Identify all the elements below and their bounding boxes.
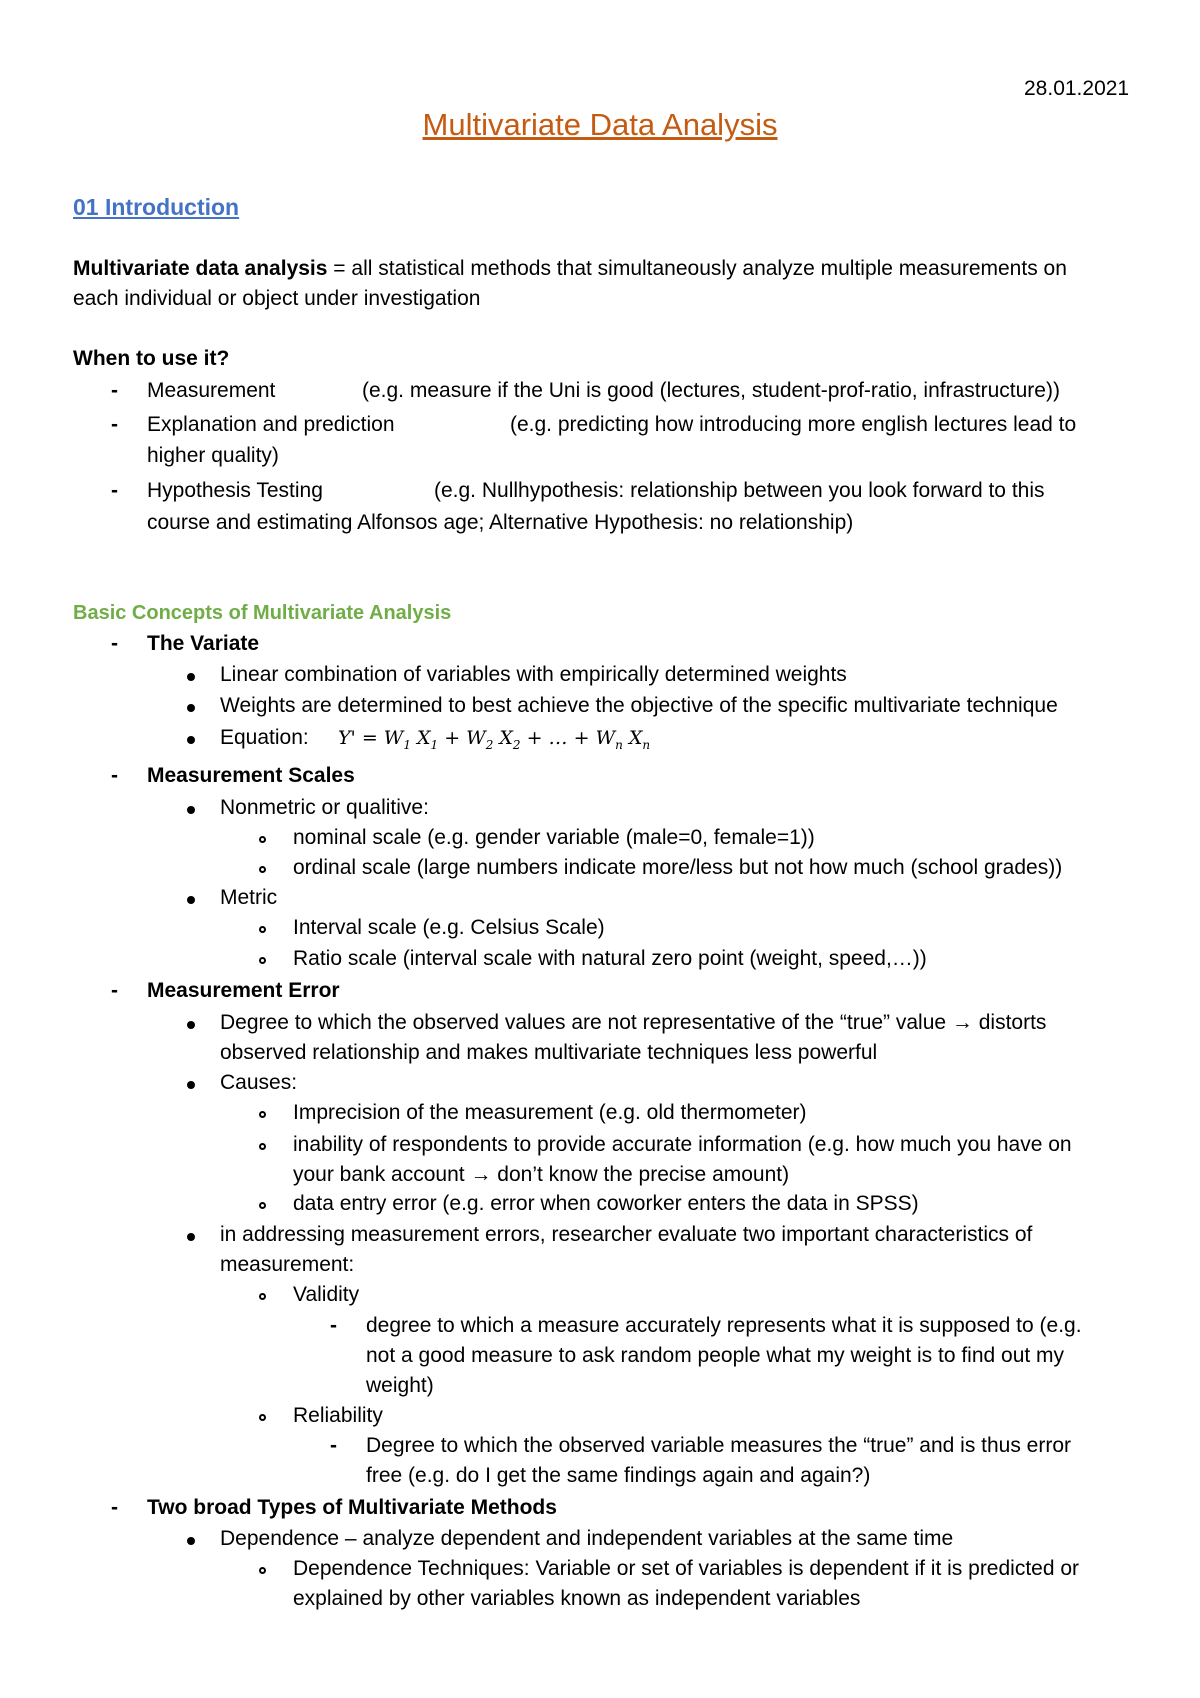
bullet-marker xyxy=(187,1233,195,1241)
types-label: Two broad Types of Multivariate Methods xyxy=(147,1496,557,1519)
eq-x1: X xyxy=(410,727,431,749)
bullet-marker xyxy=(187,704,195,712)
eq-xn-sub: n xyxy=(642,737,651,752)
eq-x1-sub: 1 xyxy=(430,737,439,752)
circle-marker xyxy=(259,836,266,843)
scales-nonmetric: Nonmetric or qualitive: xyxy=(220,796,429,819)
intro-definition: = all statistical methods that simultaneously analyze multiple measurements on xyxy=(327,257,1067,280)
reliability-definition: Degree to which the observed variable measures the “true” and is thus error xyxy=(366,1434,1072,1457)
reliability-label: Reliability xyxy=(293,1404,383,1427)
bullet-marker xyxy=(187,736,195,744)
dependence-techniques-line2: explained by other variables known as independent variables xyxy=(293,1587,861,1610)
when-item-example: (e.g. measure if the Uni is good (lectures, student-prof-ratio, infrastructure)) xyxy=(362,379,1060,402)
eq-w1-sub: 1 xyxy=(403,737,411,752)
basic-concepts-heading: Basic Concepts of Multivariate Analysis xyxy=(73,602,452,624)
error-label: Measurement Error xyxy=(147,979,340,1002)
scales-nominal: nominal scale (e.g. gender variable (male=0, female=1)) xyxy=(293,826,815,849)
scales-label: Measurement Scales xyxy=(147,764,355,787)
variate-point: Linear combination of variables with empirically determined weights xyxy=(220,663,847,686)
scales-metric: Metric xyxy=(220,886,278,909)
eq-w2: W xyxy=(466,727,486,749)
dash-marker: - xyxy=(111,764,118,787)
dash-marker: - xyxy=(111,1496,118,1519)
section-heading: 01 Introduction xyxy=(73,194,240,220)
error-cause: Imprecision of the measurement (e.g. old thermometer) xyxy=(293,1101,807,1124)
variate-label: The Variate xyxy=(147,632,260,655)
dash-marker: - xyxy=(111,413,118,436)
error-causes: Causes: xyxy=(220,1071,298,1094)
scales-interval: Interval scale (e.g. Celsius Scale) xyxy=(293,916,605,939)
intro-term: Multivariate data analysis xyxy=(73,257,328,280)
when-item-label: Measurement xyxy=(147,379,276,402)
document-date: 28.01.2021 xyxy=(1024,77,1130,100)
dash-marker: - xyxy=(330,1434,337,1457)
eq-x2: X xyxy=(493,727,513,749)
bullet-marker xyxy=(187,1537,195,1545)
validity-label: Validity xyxy=(293,1283,360,1306)
circle-marker xyxy=(259,1567,266,1574)
scales-ordinal: ordinal scale (large numbers indicate more/less but not how much (school grades)) xyxy=(293,856,1063,879)
validity-definition-line2: not a good measure to ask random people what my weight is to find out my xyxy=(366,1344,1065,1367)
circle-marker xyxy=(259,1143,266,1150)
scales-ratio: Ratio scale (interval scale with natural zero point (weight, speed,…)) xyxy=(293,947,927,970)
intro-definition-line2: each individual or object under investigation xyxy=(73,287,481,310)
reliability-definition-line2: free (e.g. do I get the same findings again and again?) xyxy=(366,1464,871,1487)
dash-marker: - xyxy=(111,632,118,655)
circle-marker xyxy=(259,1111,266,1118)
bullet-marker xyxy=(187,1081,195,1089)
eq-w1: W xyxy=(383,727,404,749)
circle-marker xyxy=(259,957,266,964)
dash-marker: - xyxy=(330,1314,337,1337)
circle-marker xyxy=(259,1293,266,1300)
eq-wn-sub: n xyxy=(615,737,623,752)
when-item-example: (e.g. Nullhypothesis: relationship between you look forward to this xyxy=(434,479,1045,502)
when-item-label: Explanation and prediction xyxy=(147,413,395,436)
error-addressing: in addressing measurement errors, researcher evaluate two important characteristics of xyxy=(220,1223,1033,1246)
error-addressing-line2: measurement: xyxy=(220,1253,355,1276)
bullet-marker xyxy=(187,806,195,814)
eq-plus-ellipsis: + … + xyxy=(520,727,596,749)
intro-paragraph xyxy=(73,254,1133,314)
dash-marker: - xyxy=(111,479,118,502)
dash-marker: - xyxy=(111,379,118,402)
types-dependence: Dependence – analyze dependent and independent variables at the same time xyxy=(220,1527,954,1550)
variate-point: Weights are determined to best achieve the objective of the specific multivariate technique xyxy=(220,694,1058,717)
eq-w2-sub: 2 xyxy=(485,737,494,752)
equation-label: Equation: xyxy=(220,726,309,749)
when-item-example-line2: higher quality) xyxy=(147,444,279,467)
bullet-marker xyxy=(187,1021,195,1029)
eq-wn: W xyxy=(595,727,616,749)
error-cause: inability of respondents to provide accurate information (e.g. how much you have on xyxy=(293,1133,1072,1156)
eq-y: Y' xyxy=(338,727,356,749)
circle-marker xyxy=(259,866,266,873)
bullet-marker xyxy=(187,673,195,681)
bullet-marker xyxy=(187,896,195,904)
error-cause-line2: your bank account → don’t know the precise amount) xyxy=(293,1163,790,1186)
when-item-label: Hypothesis Testing xyxy=(147,479,323,502)
variate-equation xyxy=(338,723,650,760)
validity-definition-line3: weight) xyxy=(366,1374,434,1397)
circle-marker xyxy=(259,926,266,933)
when-item-example: (e.g. predicting how introducing more english lectures lead to xyxy=(510,413,1077,436)
when-heading: When to use it? xyxy=(73,347,230,370)
error-degree: Degree to which the observed values are not representative of the “true” value → distorts xyxy=(220,1011,1047,1034)
error-cause: data entry error (e.g. error when coworker enters the data in SPSS) xyxy=(293,1192,919,1215)
when-item-example-line2: course and estimating Alfonsos age; Alternative Hypothesis: no relationship) xyxy=(147,511,854,534)
document-title: Multivariate Data Analysis xyxy=(422,107,778,142)
dash-marker: - xyxy=(111,979,118,1002)
circle-marker xyxy=(259,1202,266,1209)
validity-definition: degree to which a measure accurately represents what it is supposed to (e.g. xyxy=(366,1314,1082,1337)
eq-x2-sub: 2 xyxy=(512,737,521,752)
error-degree-line2: observed relationship and makes multivariate techniques less powerful xyxy=(220,1041,878,1064)
eq-xn: X xyxy=(622,727,643,749)
eq-equals: = xyxy=(355,727,384,749)
dependence-techniques: Dependence Techniques: Variable or set of variables is dependent if it is predicted or xyxy=(293,1557,1080,1580)
eq-plus: + xyxy=(438,727,467,749)
circle-marker xyxy=(259,1414,266,1421)
